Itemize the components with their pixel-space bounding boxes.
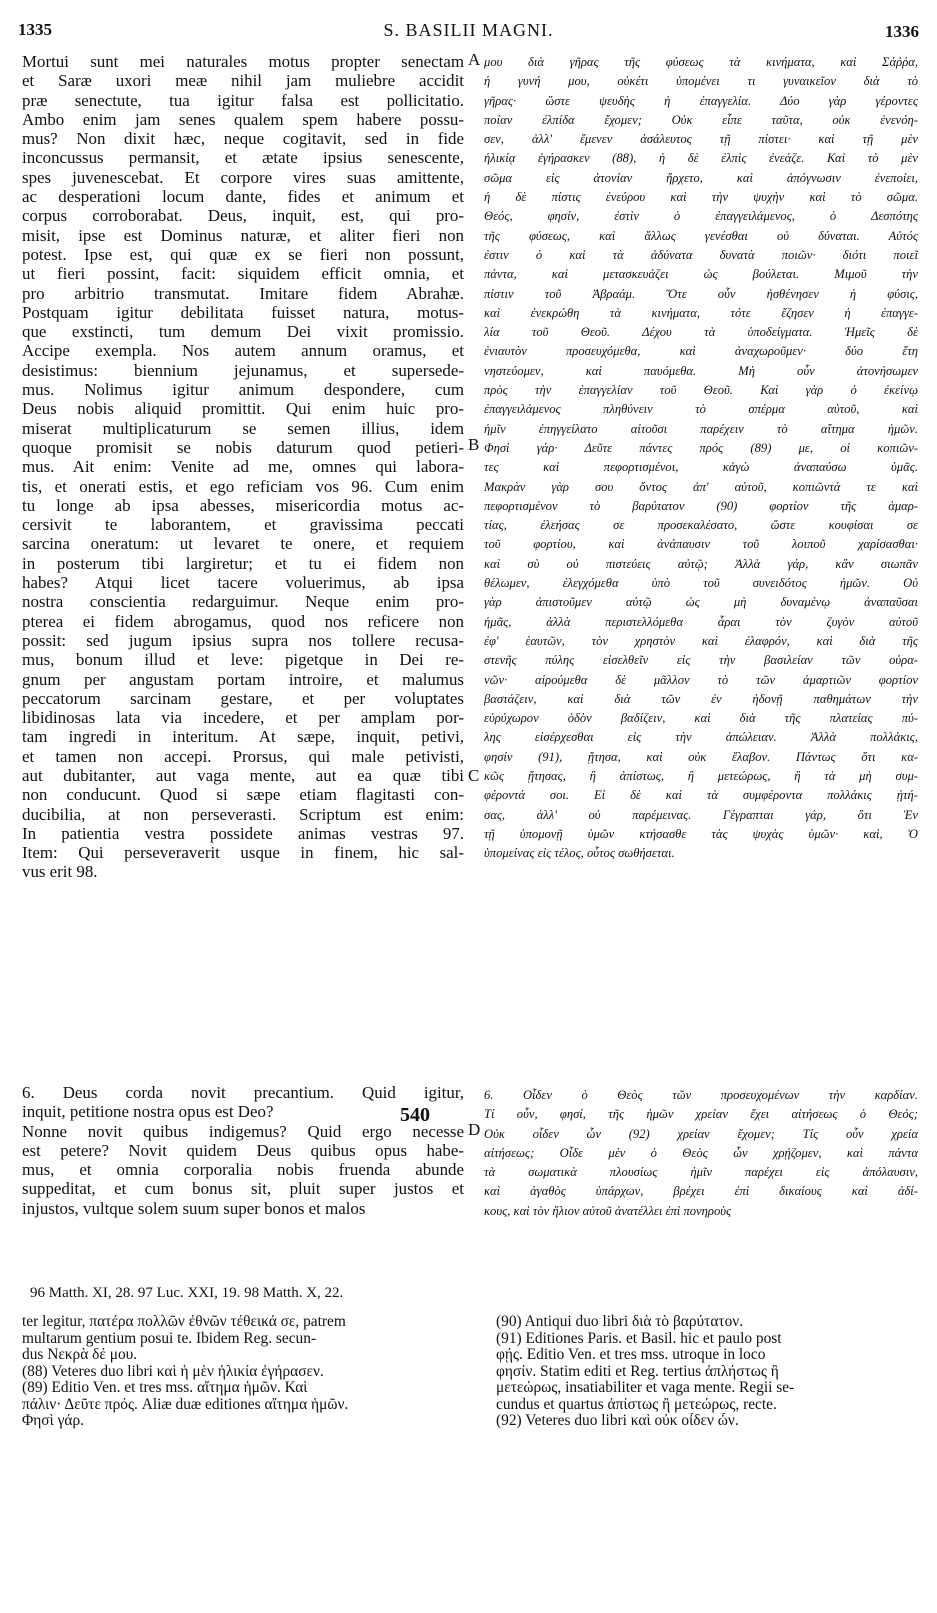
text-line: ac desperationi locum dante, fides et animum et: [22, 187, 464, 207]
text-line: injustos, vultque solem suum super bonos et malos: [22, 1198, 366, 1218]
text-line: τοῦ φορτίου, καὶ ἀνάπαυσιν τοῦ λοιποῦ χαρίσασθαι·: [484, 537, 918, 552]
text-line: inquit, petitione nostra opus est Deo?: [22, 1102, 274, 1122]
left-page-number: 1335: [18, 20, 52, 39]
text-line: tu longe ab ipsa abesses, misericordia motus ac-: [22, 495, 464, 515]
text-line: pro arbitrio transmutat. Imitare fidem Abrahæ.: [22, 283, 464, 303]
text-line: μου διὰ γῆρας τῆς φύσεως τὰ κινήματα, καὶ Σάῤῥα,: [484, 55, 918, 69]
text-line: pterea ei fidem abrogamus, quod nos reficere non: [22, 611, 464, 631]
text-line: desistimus: biennium jejunamus, et supersede-: [22, 360, 464, 380]
greek-column-main: [484, 53, 918, 863]
footnote-line: cundus et quartus ἀπίστως ἢ μετεώρως, recte.: [496, 1396, 777, 1413]
text-line: τίας, ἐλεήσας σε προσεκαλέσατο, ὥστε κουφίσαι σε: [484, 518, 918, 533]
text-line: ἡμῖν ἐπηγγείλατο αἰτοῦσι παρέχειν τὸ αἴτημα ἡμῶν.: [484, 421, 918, 436]
text-line: ducibilia, at non perseverasti. Scriptum est enim:: [22, 804, 464, 824]
text-line: ἡ δὲ πίστις ἐνεύρου καὶ τὴν ψυχὴν καὶ τὸ σῶμα.: [484, 190, 918, 205]
text-line: possit: sed jugum ipsius supra nos tollere recusa-: [22, 630, 464, 650]
text-line: tis, et onerati estis, et ego reficiam vos 96. Cum enim: [22, 476, 464, 496]
text-line: Deus nobis aliquid promittit. Qui enim huic pro-: [22, 399, 464, 419]
text-line: φέροντά σοι. Εἰ δὲ καὶ τὰ συμφέροντα πολλάκις ᾐτή-: [484, 788, 918, 803]
text-line: γὰρ ἀπιστοῦμεν αὐτῷ ὡς μὴ δυναμένῳ ἀναπαῦσαι: [484, 595, 918, 610]
text-line: πεφορτισμένον τὸ βαρύτατον (90) φορτίον τῆς ἁμαρ-: [484, 498, 918, 513]
footnote-line: ter legitur, πατέρα πολλῶν ἐθνῶν τέθεικά σε, patrem: [22, 1314, 346, 1330]
footnote-line: (92) Veteres duo libri καὶ οὐκ οἶδεν ὧν.: [496, 1413, 739, 1429]
text-line: ποίαν ἐλπίδα ἔχομεν; Οὐκ εἶπε ταῦτα, οὐκ ἐνενόη-: [484, 112, 918, 127]
text-line: corpus corroborabat. Deus, inquit, est, qui pro-: [22, 206, 464, 226]
text-line: στενῆς πύλης εἰσελθεῖν εἰς τὴν βασιλείαν τῶν οὐρα-: [484, 653, 918, 668]
text-line: est petere? Novit quidem Deus quibus opus habe-: [22, 1140, 464, 1160]
text-line: βαστάζειν, καὶ διὰ τῶν ἐν ἡδονῇ παθημάτων τὴν: [484, 691, 918, 706]
text-line: τὰ σωματικὰ πλουσίως ἡμῖν παρέχει εἰς ἀπόλαυσιν,: [484, 1165, 918, 1180]
text-line: sarcina oneratum: ut levaret te onere, et requiem: [22, 534, 464, 554]
text-line: ἐπαγγειλάμενος πληθύνειν τὸ σπέρμα αὐτοῦ, καὶ: [484, 402, 918, 417]
text-line: in posterum tibi largiretur; et tu ei fidem non: [22, 553, 464, 573]
text-line: 6. Deus corda novit precantium. Quid igitur,: [22, 1083, 464, 1102]
text-line: miserat multiplicaturum se semen illius, idem: [22, 418, 464, 438]
text-line: et Saræ uxori meæ nihil jam muliebre accidit: [22, 71, 464, 91]
text-line: aut dubitanter, aut vaga mente, aut ea quæ tibi: [22, 765, 464, 785]
right-page-number: 1336: [885, 22, 919, 41]
text-line: γῆρας· ὥστε ψευδὴς ἡ ἐπαγγελία. Δύο γὰρ γέροντες: [484, 93, 918, 108]
text-line: mus. Nolimus igitur animum despondere, cum: [22, 380, 464, 400]
text-line: ἡλικίᾳ ἐγήρασκεν (88), ἡ δὲ ἐλπὶς ἐνεάζε. Καὶ τὸ μὲν: [484, 151, 918, 166]
text-line: Μακρὰν γὰρ σου ὄντος ἀπ' αὐτοῦ, κοπιῶντά τε καὶ: [484, 479, 918, 494]
text-line: cersivit te laborantem, et gravissima peccati: [22, 515, 464, 535]
text-line: σεν, ἀλλ' ἔμενεν ἀσάλευτος τῇ πίστει· καὶ τῇ μὲν: [484, 132, 918, 147]
section-marker-c: C: [468, 766, 480, 785]
text-line: et tamen non accepi. Prorsus, qui male petivisti,: [22, 746, 464, 766]
text-line: ἐνιαυτὸν προσευχόμεθα, καὶ ἀναχωροῦμεν· δύο ἔτη: [484, 344, 918, 359]
text-line: φησίν (91), ᾔτησα, καὶ οὐκ ἔλαβον. Πάντως ὅτι κα-: [484, 749, 918, 764]
footnote-line: multarum gentium posui te. Ibidem Reg. secun-: [22, 1330, 317, 1347]
text-line: Nonne novit quibus indigemus? Quid ergo necesse: [22, 1121, 464, 1141]
text-line: præ senectute, tua igitur falsa est pollicitatio.: [22, 90, 464, 110]
scripture-references: 96 Matth. XI, 28. 97 Luc. XXI, 19. 98 Matth. X, 22.: [30, 1285, 344, 1301]
footnote-line: πάλιν· Δεῦτε πρός. Aliæ duæ editiones αἴτημα ἡμῶν.: [22, 1396, 349, 1413]
footnote-line: (91) Editiones Paris. et Basil. hic et paulo post: [496, 1330, 782, 1347]
text-line: εὐρύχωρον ὁδὸν βαδίζειν, καὶ διὰ τῆς πλατείας πύ-: [484, 711, 918, 726]
text-line: habes? Atqui licet tacere voluerimus, ab ipsa: [22, 573, 464, 593]
text-line: λία τοῦ Θεοῦ. Δέχου τὰ ὑποδείγματα. Ἡμεῖς δὲ: [484, 325, 918, 340]
text-line: νῶν· αἱρούμεθα δὲ μᾶλλον τὸ τῶν ἁμαρτιῶν φορτίον: [484, 672, 918, 687]
text-line: νηστεύομεν, καὶ παυόμεθα. Μὴ οὖν ἀτονήσωμεν: [484, 363, 918, 378]
text-line: In patientia vestra possidete animas vestras 97.: [22, 823, 464, 843]
text-line: κους, καὶ τὸν ἥλιον αὐτοῦ ἀνατέλλει ἐπὶ πονηροὺς: [484, 1203, 732, 1218]
text-line: ἐφ' ἑαυτῶν, τὸν χρηστὸν καὶ ἐλαφρόν, καὶ διὰ τῆς: [484, 633, 918, 648]
column-number-marker: 540: [400, 1104, 430, 1126]
text-line: Item: Qui perseveraverit usque in finem, hic sal-: [22, 843, 464, 863]
text-line: spes juvenescebat. Et corpore vires suas amittente,: [22, 167, 464, 187]
section-marker-d: D: [468, 1120, 481, 1139]
footnote-line: dus Νεκρὰ δέ μου.: [22, 1347, 138, 1363]
text-line: Mortui sunt mei naturales motus propter senectam: [22, 52, 464, 71]
text-line: καὶ σὺ οὐ πιστεύεις αὐτῷ; Ἀλλὰ γάρ, κἂν σιωπᾶν: [484, 556, 918, 571]
text-line: vus erit 98.: [22, 862, 98, 882]
text-line: mus? Non dixit hæc, neque cogitavit, sed in fide: [22, 129, 464, 149]
text-line: Τί οὖν, φησί, τῆς ἡμῶν χρείαν ἔχει αἰτήσεως ὁ Θεός;: [484, 1107, 918, 1122]
text-line: mus. Ait enim: Venite ad me, omnes qui labora-: [22, 457, 464, 477]
text-line: λης εἰσέρχεσθαι εἰς τὴν ἀπώλειαν. Ἀλλὰ πολλάκις,: [484, 730, 918, 745]
text-line: Ambo enim jam senes qualem spem habere possu-: [22, 109, 464, 129]
text-line: potest. Ipse est, qui quæ ex se fieri non possunt,: [22, 244, 464, 264]
text-line: σας, ἀλλ' οὐ παρέμεινας. Γέγραπται γάρ, ὅτι Ἐν: [484, 807, 918, 822]
text-line: gnum per angustam portam introire, et malumus: [22, 669, 464, 689]
text-line: τῇ ὑπομονῇ ὑμῶν κτήσασθε τὰς ψυχὰς ὑμῶν· καὶ, Ὁ: [484, 826, 918, 841]
text-line: Φησὶ γάρ· Δεῦτε πάντες πρός (89) με, οἱ κοπιῶν-: [484, 440, 918, 455]
footnote-line: (90) Antiqui duo libri διὰ τὸ βαρύτατον.: [496, 1314, 744, 1330]
text-line: καὶ ἐνεκρώθη τὰ κινήματα, τότε ἔζησεν ἡ ἐπαγγε-: [484, 305, 918, 320]
text-line: ὑπομείνας εἰς τέλος, οὗτος σωθήσεται.: [484, 846, 675, 861]
text-line: τῆς φύσεως, καὶ ἄλλως γενέσθαι οὐ δύναται. Αὐτός: [484, 228, 918, 243]
text-line: τες καὶ πεφορτισμένοι, κἀγὼ ἀναπαύσω ὑμᾶς.: [484, 460, 918, 475]
latin-column-section-6: [22, 1083, 464, 1218]
text-line: θέλωμεν, ἐλεγχόμεθα ὑπὸ τοῦ συνειδότος ἡμῶν. Οὐ: [484, 576, 918, 591]
text-line: Θεός, φησίν, ἐστὶν ὁ ἐπαγγειλάμενος, ὁ Δεσπότης: [484, 209, 918, 224]
text-line: Οὐκ οἶδεν ὧν (92) χρείαν ἔχομεν; Τίς οὖν χρεία: [484, 1126, 918, 1141]
text-line: αἰτήσεως; Οἶδε μὲν ὁ Θεὸς ὧν χρῄζομεν, καὶ πάντα: [484, 1145, 918, 1160]
text-line: peccatorum sarcinam gestare, et per voluptates: [22, 688, 464, 708]
text-line: σῶμα εἰς ἀτονίαν ἤρχετο, καὶ ἀπόγνωσιν ἐνεποίει,: [484, 170, 918, 185]
footnote-line: φῄς. Editio Ven. et tres mss. utroque in loco: [496, 1347, 766, 1363]
footnotes-right: [496, 1314, 912, 1430]
text-line: misit, ipse est Dominus naturæ, et aliter fieri non: [22, 225, 464, 245]
text-line: Postquam igitur debilitata fuisset natura, motus-: [22, 302, 464, 322]
text-line: inconcussus permansit, et ætate ipsius senescente,: [22, 148, 464, 168]
running-title: S. BASILII MAGNI.: [383, 20, 554, 40]
text-line: ἡμᾶς, ἀλλὰ περιστελλόμεθα ἆραι τὸν ζυγὸν αὐτοῦ: [484, 614, 918, 629]
text-line: ἐστιν ὁ καὶ τὰ ἀδύνατα δυνατὰ ποιῶν· διότι ποιεῖ: [484, 247, 918, 262]
text-line: κῶς ᾔτησας, ἢ ἀπίστως, ἢ μετεώρως, ἢ τὰ μὴ συμ-: [484, 768, 918, 783]
footnote-line: μετεώρως, insatiabiliter et vaga mente. Regii se-: [496, 1380, 795, 1396]
text-line: quoque promisit se nobis daturum quod petieri-: [22, 437, 464, 457]
text-line: πρὸς τὴν ἐπαγγελίαν τοῦ Θεοῦ. Καὶ γὰρ ὁ ἐκείνῳ: [484, 383, 918, 398]
section-marker-a: A: [468, 50, 481, 69]
text-line: ἡ γυνή μου, οὐκέτι ὑπομένει τι γυναικεῖον διὰ τὸ: [484, 74, 918, 89]
text-line: καὶ ἀγαθὸς ὑπάρχων, βρέχει ἐπὶ δικαίους καὶ ἀδί-: [484, 1184, 918, 1199]
footnote-line: (89) Editio Ven. et tres mss. αἴτημα ἡμῶν. Καὶ: [22, 1380, 308, 1396]
text-line: que exstincti, tum demum Dei vixit promissio.: [22, 322, 464, 342]
section-marker-b: B: [468, 435, 480, 454]
text-line: tam ingredi in interitum. At sæpe, inquit, petivi,: [22, 727, 464, 747]
text-line: Accipe exempla. Nos autem annum oramus, et: [22, 341, 464, 361]
text-line: suppeditat, et cum bonus sit, pluit super justos et: [22, 1179, 464, 1199]
greek-column-section-6: [484, 1086, 918, 1221]
latin-column-main: [22, 52, 464, 882]
footnote-line: (88) Veteres duo libri καὶ ἡ μὲν ἡλικία ἐγήρασεν.: [22, 1363, 324, 1380]
text-line: πίστιν τοῦ Ἀβραάμ. Ὅτε οὖν ἠσθένησεν ἡ φύσις,: [484, 286, 918, 301]
text-line: nostra conscientia redarguimur. Neque enim pro-: [22, 592, 464, 612]
footnote-line: Φησὶ γάρ.: [22, 1413, 84, 1429]
text-line: mus, et omnia corporalia nobis fruenda abunde: [22, 1160, 464, 1180]
footnote-line: φησίν. Statim editi et Reg. tertius ἀπλήστως ἢ: [496, 1363, 779, 1380]
text-line: mus, bonum illud et leve: pigetque in Dei re-: [22, 650, 464, 670]
footnotes-left: [22, 1314, 442, 1430]
text-line: ut fieri possint, facit: siquidem efficit omnia, et: [22, 264, 464, 284]
text-line: libidinosas lata via incedere, et per amplam por-: [22, 708, 464, 728]
running-header: [18, 20, 919, 42]
text-line: 6. Οἶδεν ὁ Θεὸς τῶν προσευχομένων τὴν καρδίαν.: [484, 1088, 918, 1102]
text-line: non conducunt. Quod si sæpe etiam flagitasti con-: [22, 785, 464, 805]
text-line: πάντα, καὶ μετασκευάζει ὡς βούλεται. Μιμοῦ τὴν: [484, 267, 918, 282]
